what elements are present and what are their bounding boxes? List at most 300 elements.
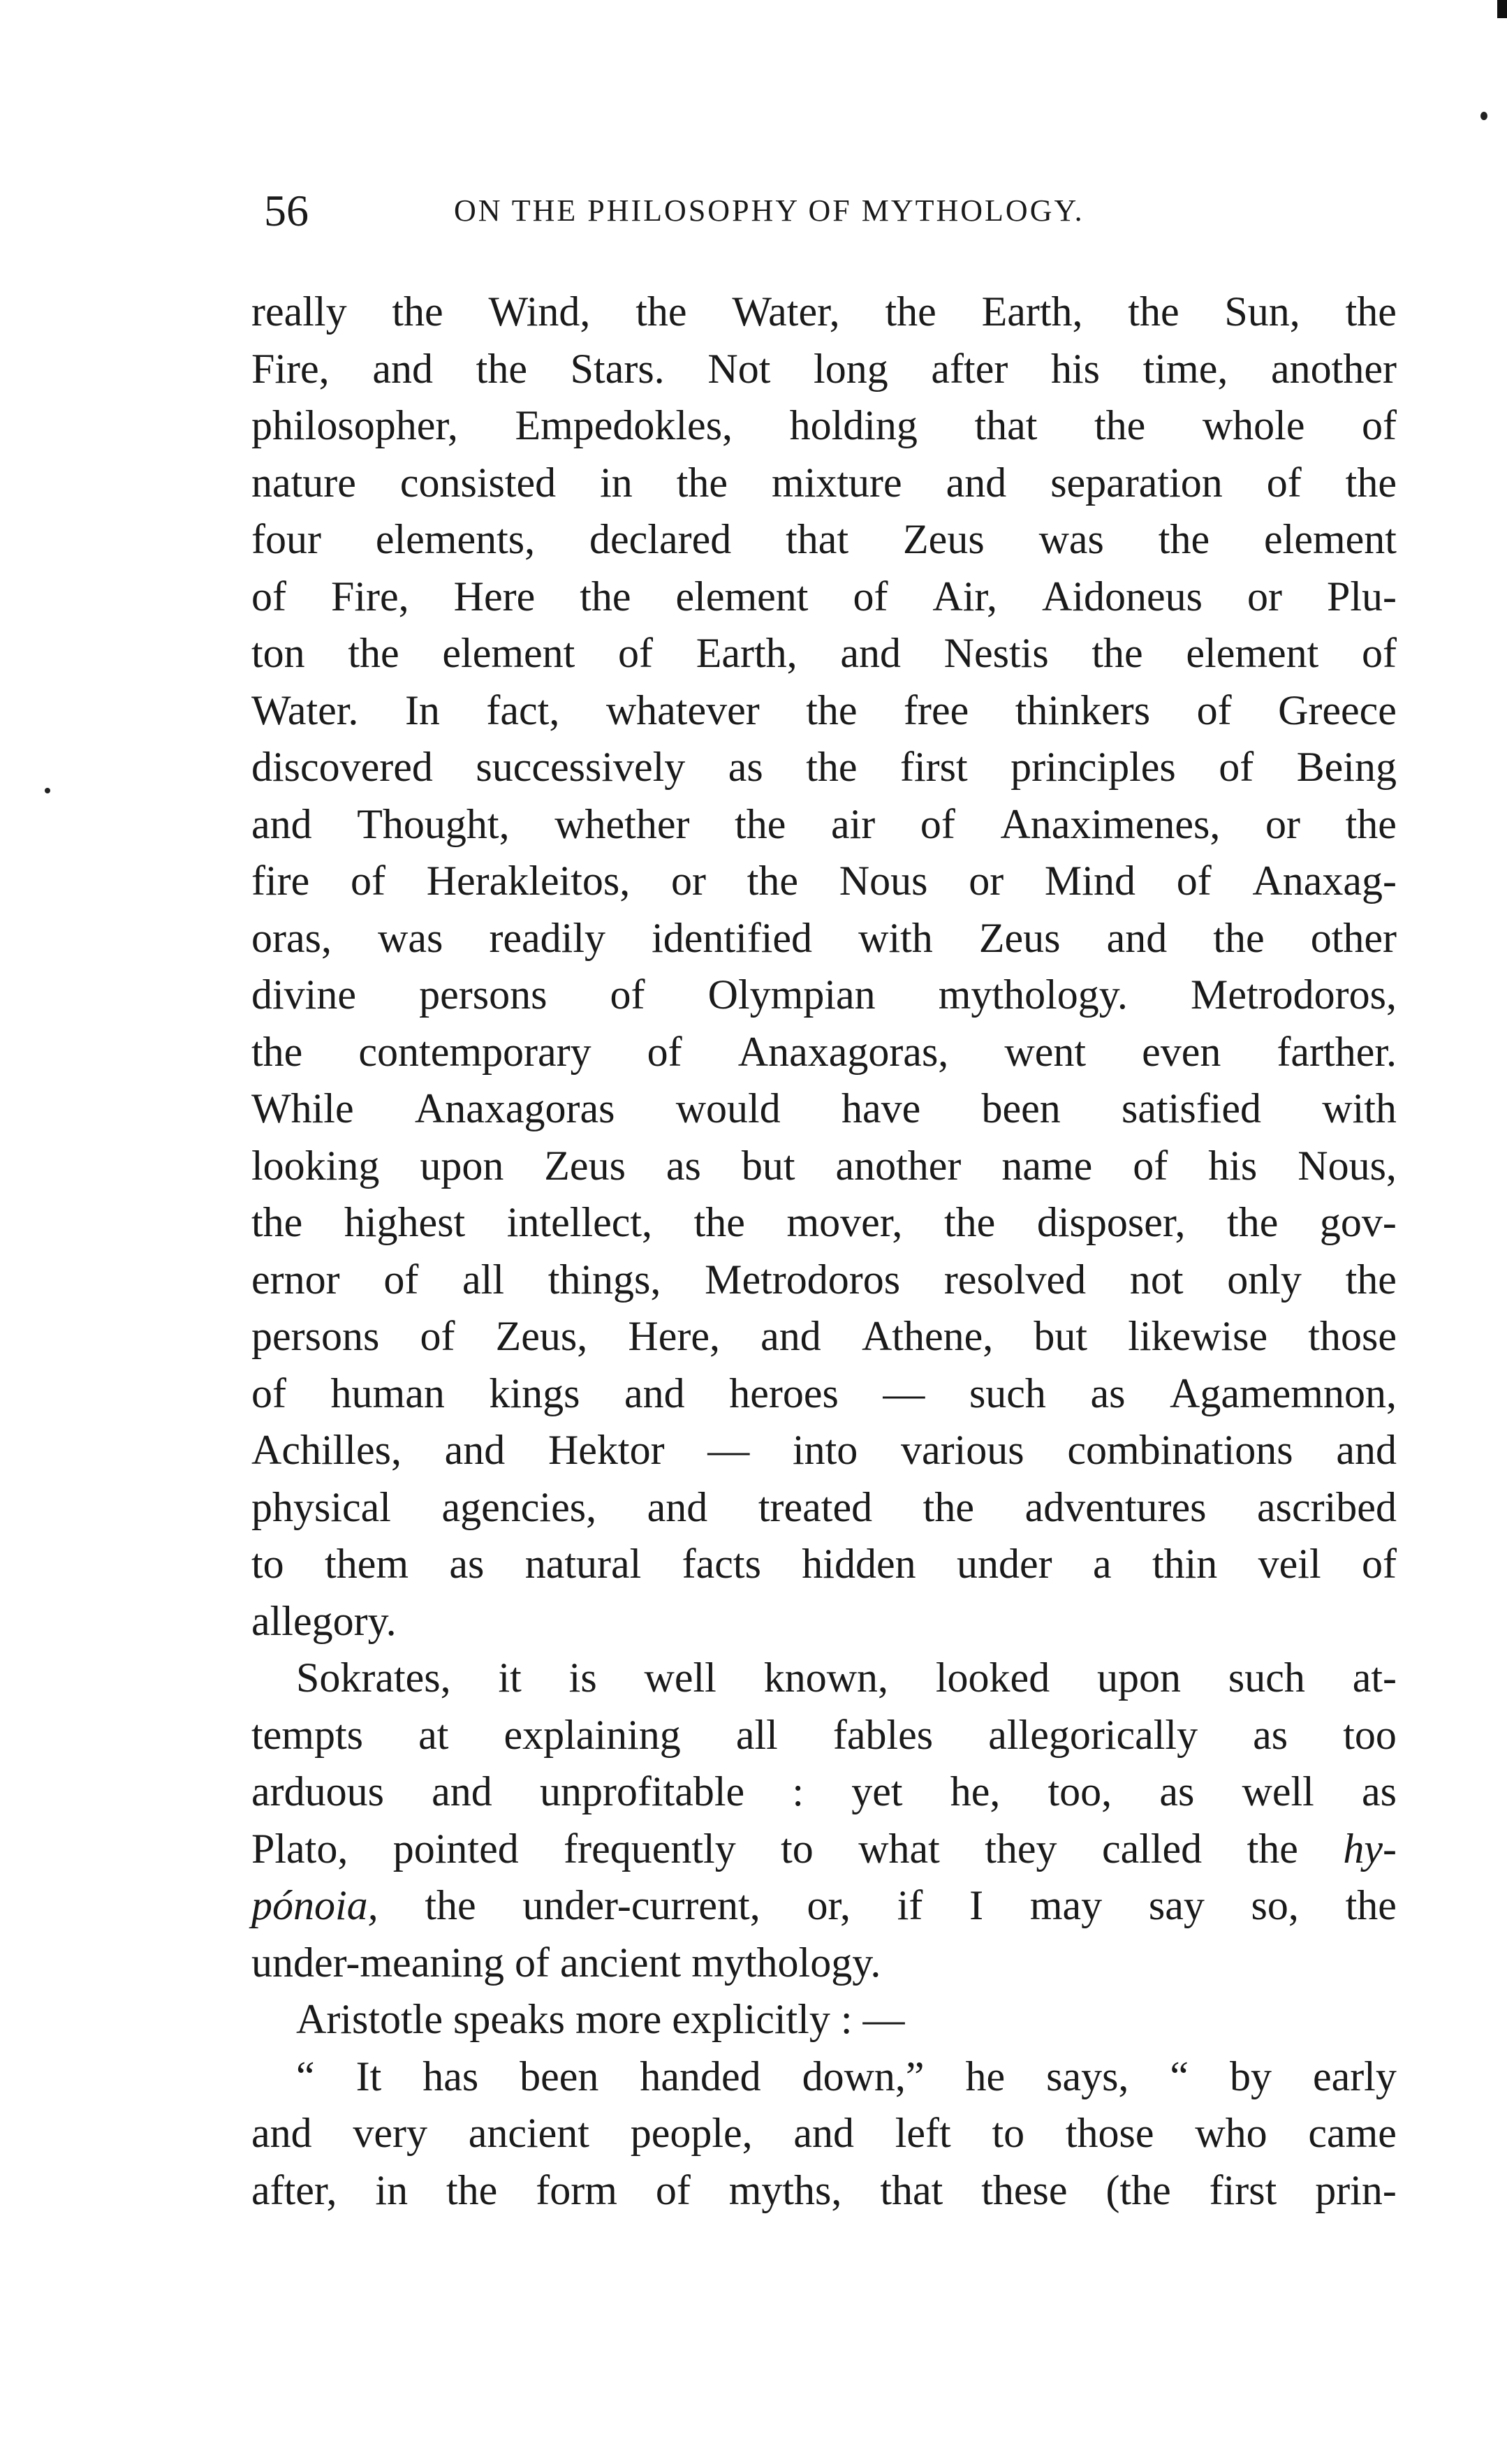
- word: the: [580, 573, 631, 619]
- text-line: [251, 455, 1397, 512]
- word: gov-: [1319, 1199, 1397, 1245]
- text-line: [251, 2105, 1397, 2162]
- word: other: [1310, 914, 1397, 961]
- word: under-meaning: [251, 1939, 515, 1986]
- word: explicitly: [672, 1996, 841, 2042]
- word: It: [355, 2053, 382, 2099]
- word: Aidoneus: [1042, 573, 1203, 619]
- word: Plato,: [251, 1825, 348, 1872]
- word: natural: [524, 1541, 642, 1587]
- text-line: [251, 967, 1397, 1024]
- word: those: [1065, 2110, 1154, 2156]
- word: the: [885, 288, 936, 335]
- word: very: [353, 2110, 427, 2156]
- word: in: [375, 2166, 409, 2213]
- word: identified: [652, 914, 813, 961]
- word: the: [1345, 459, 1397, 506]
- word: the: [943, 1199, 996, 1245]
- word: myths,: [728, 2166, 842, 2213]
- word: of: [1133, 1142, 1168, 1189]
- word: as: [666, 1142, 701, 1189]
- text-line: [251, 1593, 1397, 1650]
- word: thin: [1152, 1541, 1218, 1587]
- word: the: [676, 459, 728, 506]
- word: discovered: [251, 744, 433, 790]
- text-line: [251, 796, 1397, 853]
- word: intellect,: [506, 1199, 653, 1245]
- word: even: [1142, 1028, 1221, 1075]
- word: Aristotle: [296, 1996, 453, 2042]
- word: of: [920, 800, 955, 847]
- word: readily: [489, 914, 606, 961]
- word: of: [251, 573, 286, 619]
- word: Herakleitos,: [426, 858, 631, 904]
- word: of: [515, 1939, 560, 1986]
- word: of: [351, 858, 385, 904]
- word: the: [1345, 1882, 1397, 1928]
- word: —: [883, 1370, 925, 1416]
- word: is: [568, 1655, 597, 1701]
- word: satisfied: [1122, 1085, 1261, 1131]
- word: Here,: [628, 1313, 720, 1359]
- word: various: [901, 1427, 1024, 1473]
- word: of: [853, 573, 888, 619]
- word: Earth,: [981, 288, 1083, 335]
- word: was: [1038, 516, 1104, 562]
- word: first: [1209, 2166, 1277, 2213]
- word: of: [251, 1370, 286, 1416]
- word: Sun,: [1224, 288, 1300, 335]
- word: While: [251, 1085, 354, 1131]
- word: them: [325, 1541, 409, 1587]
- text-line: [251, 1877, 1397, 1935]
- word: upon: [420, 1142, 504, 1189]
- word: these: [981, 2166, 1068, 2213]
- word: of: [618, 630, 653, 676]
- word: mover,: [786, 1199, 903, 1245]
- word: Fire,: [251, 345, 330, 392]
- text-line: [251, 739, 1397, 796]
- word: element: [1186, 630, 1319, 676]
- text-line: [251, 284, 1397, 341]
- word: contemporary: [358, 1028, 591, 1075]
- word: mythology.: [938, 971, 1128, 1018]
- word: Earth,: [696, 630, 797, 676]
- word: been: [981, 1085, 1061, 1131]
- word: such: [969, 1370, 1046, 1416]
- word: only: [1227, 1256, 1302, 1303]
- text-line: [251, 1308, 1397, 1365]
- word: divine: [251, 971, 356, 1018]
- word: Anaxagoras,: [737, 1028, 949, 1075]
- word: whether: [554, 800, 690, 847]
- word: as: [1090, 1370, 1126, 1416]
- word: under: [956, 1541, 1052, 1587]
- word: Anaxagoras: [414, 1085, 615, 1131]
- word: heroes: [729, 1370, 839, 1416]
- word: the: [251, 1199, 303, 1245]
- word: he,: [950, 1768, 1001, 1814]
- word: of: [420, 1313, 455, 1359]
- word: resolved: [943, 1256, 1087, 1303]
- word: fables: [832, 1711, 934, 1758]
- word: things,: [547, 1256, 661, 1303]
- word: the: [425, 1882, 476, 1928]
- word: frequently: [564, 1825, 736, 1872]
- word: ton: [251, 630, 305, 676]
- word: another: [1271, 345, 1397, 392]
- word: those: [1308, 1313, 1397, 1359]
- word: after: [931, 345, 1008, 392]
- word: Anaximenes,: [1000, 800, 1221, 847]
- word: more: [575, 1996, 672, 2042]
- word: may: [1029, 1882, 1103, 1928]
- word: fire: [251, 858, 310, 904]
- word: the: [1213, 914, 1265, 961]
- word: Agamemnon,: [1170, 1370, 1397, 1416]
- word: principles: [1010, 744, 1176, 790]
- text-line: [251, 1707, 1397, 1764]
- word: time,: [1142, 345, 1228, 392]
- word: really: [251, 288, 347, 335]
- word: and: [946, 459, 1007, 506]
- word: left: [895, 2110, 951, 2156]
- text-line: [251, 1138, 1397, 1195]
- word: that: [786, 516, 849, 562]
- word: fact,: [486, 687, 560, 733]
- word: element: [1264, 516, 1397, 562]
- word: nature: [251, 459, 356, 506]
- word: under-current,: [522, 1882, 760, 1928]
- word: likewise: [1128, 1313, 1268, 1359]
- word: explaining: [503, 1711, 681, 1758]
- word: agencies,: [441, 1483, 597, 1530]
- word: name: [1001, 1142, 1093, 1189]
- word: Plu-: [1326, 573, 1397, 619]
- word: the: [1345, 288, 1397, 335]
- word: free: [904, 687, 969, 733]
- word: Zeus: [544, 1142, 626, 1189]
- word: I: [969, 1882, 984, 1928]
- word: disposer,: [1036, 1199, 1186, 1245]
- word: Greece: [1278, 687, 1397, 733]
- word: Achilles,: [251, 1427, 402, 1473]
- word: by: [1229, 2053, 1272, 2099]
- word: of: [1176, 858, 1212, 904]
- word: the: [693, 1199, 745, 1245]
- word: Anaxag-: [1252, 858, 1397, 904]
- word: and: [251, 800, 312, 847]
- text-line: [251, 1991, 1397, 2048]
- word: (the: [1105, 2166, 1171, 2213]
- word: combinations: [1067, 1427, 1293, 1473]
- word: the: [1091, 630, 1143, 676]
- word: —: [862, 1996, 905, 2042]
- word: Fire,: [330, 573, 409, 619]
- text-line: [251, 1080, 1397, 1138]
- text-line: [251, 1821, 1397, 1878]
- word: looked: [935, 1655, 1050, 1701]
- word: the: [735, 800, 786, 847]
- word: too: [1343, 1711, 1397, 1758]
- word: say: [1148, 1882, 1205, 1928]
- word: or: [671, 858, 706, 904]
- word: “: [1170, 2053, 1189, 2099]
- word: as: [449, 1541, 485, 1587]
- word: went: [1004, 1028, 1087, 1075]
- word: consisted: [399, 459, 557, 506]
- word: element: [442, 630, 575, 676]
- word: element: [675, 573, 809, 619]
- word: ancient: [559, 1939, 692, 1986]
- word: of: [1362, 1541, 1397, 1587]
- word: long: [814, 345, 888, 392]
- word: and: [372, 345, 433, 392]
- word: Thought,: [357, 800, 510, 847]
- word: but: [1034, 1313, 1088, 1359]
- word: in: [600, 459, 633, 506]
- word: and: [793, 2110, 855, 2156]
- word: mythology.: [691, 1939, 881, 1986]
- word: the: [476, 345, 527, 392]
- word: if: [897, 1882, 923, 1928]
- word: would: [675, 1085, 781, 1131]
- word: the: [348, 630, 399, 676]
- word: and: [1336, 1427, 1397, 1473]
- page-number: 56: [264, 186, 309, 235]
- text-line: [251, 1650, 1397, 1707]
- word: ernor: [251, 1256, 340, 1303]
- word: as: [728, 744, 763, 790]
- word: or: [1265, 800, 1300, 847]
- word: farther.: [1277, 1028, 1397, 1075]
- word: too,: [1047, 1768, 1112, 1814]
- word: of: [1196, 687, 1232, 733]
- word: such: [1228, 1655, 1305, 1701]
- word: In: [404, 687, 440, 733]
- word: of: [647, 1028, 682, 1075]
- word: thinkers: [1015, 687, 1151, 733]
- word: and: [251, 2110, 312, 2156]
- word: ascribed: [1257, 1483, 1397, 1530]
- word: —: [707, 1427, 750, 1473]
- word: they: [985, 1825, 1057, 1872]
- word: whatever: [605, 687, 760, 733]
- word: Nous: [839, 858, 928, 904]
- word: the: [1345, 800, 1397, 847]
- word: first: [900, 744, 968, 790]
- word: all: [735, 1711, 778, 1758]
- word: Nestis: [943, 630, 1049, 676]
- word: what: [858, 1825, 940, 1872]
- word: Empedokles,: [515, 402, 733, 448]
- word: the: [806, 744, 858, 790]
- word: of: [1266, 459, 1302, 506]
- text-line: [251, 1422, 1397, 1479]
- word: and: [432, 1768, 492, 1814]
- word: to: [251, 1541, 284, 1587]
- word: ancient: [468, 2110, 589, 2156]
- word: four: [251, 516, 321, 562]
- text-line: [251, 397, 1397, 455]
- word: Metrodoros: [705, 1256, 901, 1303]
- word: human: [330, 1370, 445, 1416]
- running-head: [264, 183, 1395, 239]
- text-line: [251, 910, 1397, 967]
- word: and: [1106, 914, 1168, 961]
- word: and: [624, 1370, 685, 1416]
- word: Not: [707, 345, 771, 392]
- text-line: [251, 853, 1397, 910]
- word: who: [1195, 2110, 1267, 2156]
- word: that: [974, 402, 1038, 448]
- word: of: [1362, 630, 1397, 676]
- word: persons: [251, 1313, 380, 1359]
- word: “: [296, 2053, 315, 2099]
- word: the: [635, 288, 687, 335]
- word: allegorically: [988, 1711, 1198, 1758]
- word: holding: [789, 402, 918, 448]
- word: the: [922, 1483, 974, 1530]
- word: Zeus,: [495, 1313, 588, 1359]
- scan-speck: [1480, 112, 1487, 120]
- word: yet: [851, 1768, 903, 1814]
- word: has: [422, 2053, 479, 2099]
- word: was: [378, 914, 443, 961]
- text-line: [251, 511, 1397, 569]
- text-line: [251, 2048, 1397, 2106]
- word: Wind,: [488, 288, 591, 335]
- word: hidden: [802, 1541, 916, 1587]
- word: the: [251, 1028, 303, 1075]
- word: of: [383, 1256, 419, 1303]
- word: of: [610, 971, 645, 1018]
- word: says,: [1046, 2053, 1129, 2099]
- scan-edge-mark: [1497, 0, 1507, 18]
- word: down,”: [802, 2053, 925, 2099]
- word: air: [830, 800, 876, 847]
- word: the: [1227, 1199, 1279, 1245]
- word: declared: [589, 516, 732, 562]
- word: called: [1101, 1825, 1203, 1872]
- word: Being: [1296, 744, 1397, 790]
- word: as: [1159, 1768, 1195, 1814]
- word: people,: [630, 2110, 753, 2156]
- word: Zeus: [978, 914, 1061, 961]
- word: facts: [682, 1541, 761, 1587]
- word: as: [1361, 1768, 1397, 1814]
- word: Hektor: [547, 1427, 665, 1473]
- word: known,: [763, 1655, 889, 1701]
- word: Nous,: [1298, 1142, 1397, 1189]
- word: not: [1129, 1256, 1184, 1303]
- text-line: [251, 1479, 1397, 1537]
- text-line: [251, 569, 1397, 626]
- word: successively: [476, 744, 686, 790]
- word: the: [446, 2166, 498, 2213]
- word: his: [1208, 1142, 1258, 1189]
- scan-speck: [45, 788, 50, 793]
- word: well: [1242, 1768, 1314, 1814]
- word: the: [392, 288, 443, 335]
- word: as: [1253, 1711, 1288, 1758]
- word: or: [969, 858, 1004, 904]
- word: elements,: [375, 516, 536, 562]
- word: and: [760, 1313, 821, 1359]
- text-line: [251, 1763, 1397, 1821]
- word: with: [858, 914, 933, 961]
- word: :: [840, 1996, 863, 2042]
- word: or,: [807, 1882, 851, 1928]
- word: the: [1094, 402, 1146, 448]
- word: that: [880, 2166, 943, 2213]
- word: at: [418, 1711, 449, 1758]
- word: Air,: [932, 573, 997, 619]
- word: to: [992, 2110, 1025, 2156]
- word: and: [444, 1427, 506, 1473]
- word: upon: [1097, 1655, 1182, 1701]
- word: Olympian: [707, 971, 876, 1018]
- word: all: [462, 1256, 504, 1303]
- word: kings: [489, 1370, 580, 1416]
- word: pointed: [392, 1825, 519, 1872]
- word: to: [781, 1825, 814, 1872]
- word: Water,: [732, 288, 840, 335]
- text-line: [251, 341, 1397, 398]
- word: Here: [453, 573, 536, 619]
- word: and: [647, 1483, 708, 1530]
- word: and: [840, 630, 901, 676]
- word: it: [498, 1655, 522, 1701]
- word: the: [1247, 1825, 1298, 1872]
- word: prin-: [1315, 2166, 1397, 2213]
- word: whole: [1202, 402, 1305, 448]
- word: persons: [419, 971, 547, 1018]
- word: veil: [1258, 1541, 1321, 1587]
- word: :: [792, 1768, 804, 1814]
- word: pónoia,: [251, 1882, 378, 1928]
- word: of: [1361, 402, 1397, 448]
- text-line: [251, 625, 1397, 682]
- word: speaks: [453, 1996, 575, 2042]
- word: Zeus: [903, 516, 985, 562]
- word: Athene,: [861, 1313, 994, 1359]
- word: been: [520, 2053, 599, 2099]
- word: Mind: [1044, 858, 1135, 904]
- word: the: [1128, 288, 1179, 335]
- word: or: [1247, 573, 1282, 619]
- word: at-: [1352, 1655, 1397, 1701]
- word: Stars.: [570, 345, 665, 392]
- word: hy-: [1343, 1825, 1397, 1872]
- word: his: [1051, 345, 1101, 392]
- word: have: [841, 1085, 921, 1131]
- word: the: [1345, 1256, 1397, 1303]
- word: came: [1308, 2110, 1397, 2156]
- text-line: [251, 1194, 1397, 1252]
- word: Metrodoros,: [1191, 971, 1397, 1018]
- word: mixture: [772, 459, 902, 506]
- text-line: [251, 1024, 1397, 1081]
- word: with: [1322, 1085, 1397, 1131]
- text-line: [251, 1365, 1397, 1423]
- word: allegory.: [251, 1597, 397, 1644]
- text-line: [251, 1935, 1397, 1992]
- word: early: [1312, 2053, 1397, 2099]
- word: the: [747, 858, 799, 904]
- word: he: [965, 2053, 1006, 2099]
- text-line: [251, 1252, 1397, 1309]
